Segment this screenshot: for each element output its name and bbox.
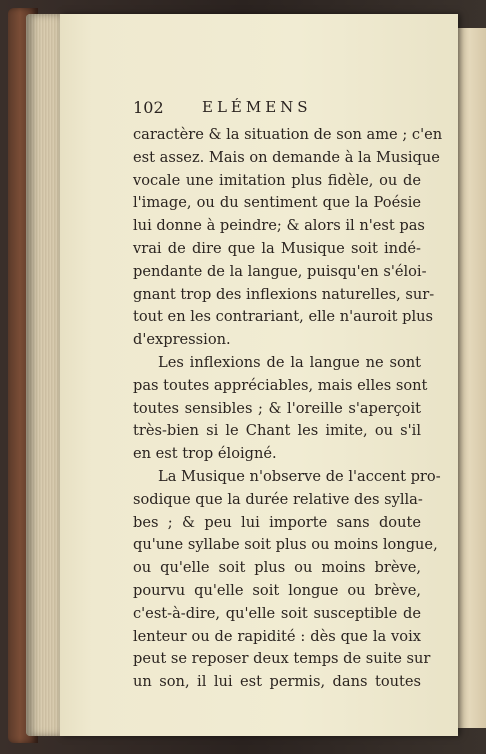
text-line: peut se reposer deux temps de suite sur xyxy=(133,650,431,668)
text-line: est assez. Mais on demande à la Musique xyxy=(133,148,440,166)
text-line: très-bien si le Chant les imite, ou s'il xyxy=(133,422,421,440)
text-line: caractère & la situation de son ame ; c'en xyxy=(133,126,443,143)
text-line: l'image, ou du sentiment que la Poésie xyxy=(133,194,421,212)
text-line: toutes sensibles ; & l'oreille s'aperçoit xyxy=(133,399,421,417)
text-line: c'est-à-dire, qu'elle soit susceptible de xyxy=(133,604,421,622)
text-line: lenteur ou de rapidité : dès que la voix xyxy=(133,627,421,645)
facing-page-edge xyxy=(458,28,486,728)
text-line: tout en les contrariant, elle n'auroit plus xyxy=(133,308,434,326)
text-line: pendante de la langue, puisqu'en s'éloi- xyxy=(133,262,427,280)
text-line: ou qu'elle soit plus ou moins brève, xyxy=(133,559,421,577)
text-line: bes ; & peu lui importe sans doute xyxy=(133,513,421,531)
text-line: d'expression. xyxy=(133,331,231,349)
running-head: ELÉMENS xyxy=(202,98,312,116)
text-line: un son, il lui est permis, dans toutes xyxy=(133,673,421,691)
text-line: sodique que la durée relative des sylla- xyxy=(133,490,423,508)
text-line: vrai de dire que la Musique soit indé- xyxy=(133,240,421,257)
text-line: en est trop éloigné. xyxy=(133,445,277,463)
text-line: lui donne à peindre; & alors il n'est pas xyxy=(133,217,425,235)
text-line: Les inflexions de la langue ne sont xyxy=(158,354,421,371)
text-line: pas toutes appréciables, mais elles sont xyxy=(133,376,428,394)
text-line: gnant trop des inflexions naturelles, sur- xyxy=(133,285,435,303)
text-line: vocale une imitation plus fidèle, ou de xyxy=(133,171,421,189)
text-line: La Musique n'observe de l'accent pro- xyxy=(158,468,441,485)
page-number: 102 xyxy=(133,98,164,117)
text-line: qu'une syllabe soit plus ou moins longue, xyxy=(133,536,438,554)
text-line: pourvu qu'elle soit longue ou brève, xyxy=(133,582,421,599)
